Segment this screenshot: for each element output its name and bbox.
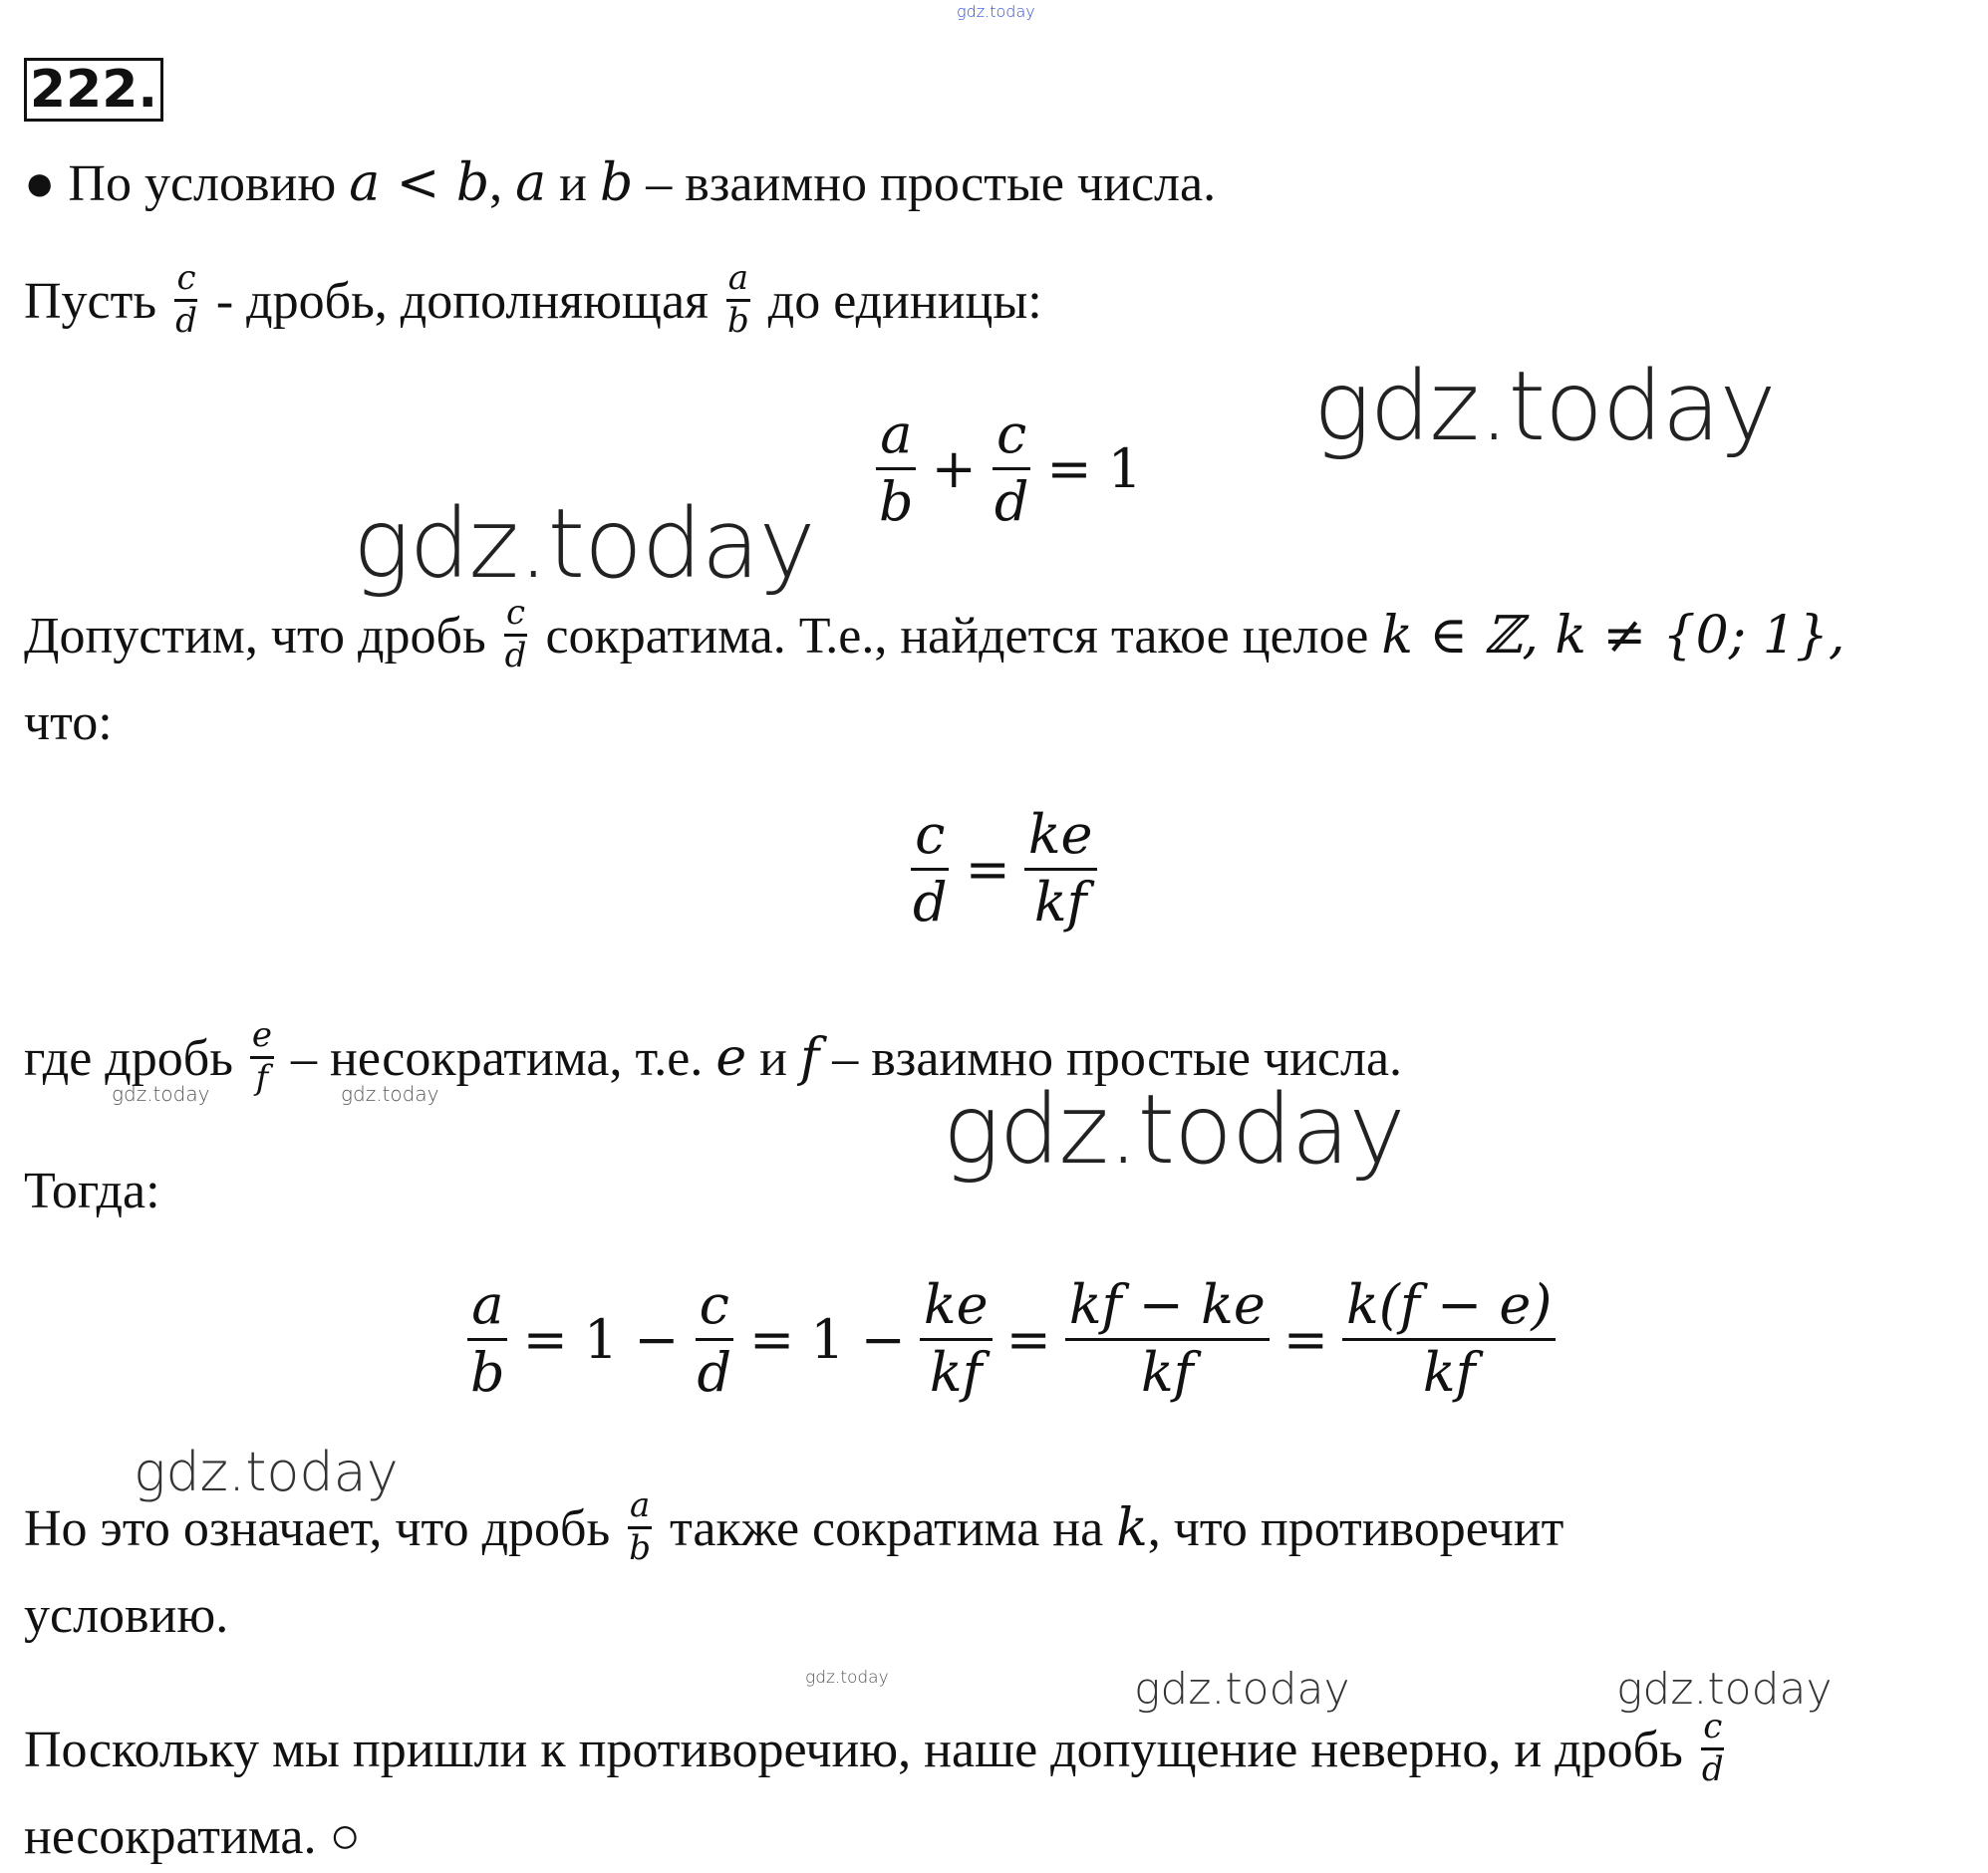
numerator: a — [876, 406, 916, 470]
text: до единицы: — [754, 273, 1042, 331]
text: и — [746, 1030, 800, 1088]
denominator: d — [994, 469, 1029, 533]
equals-sign: = — [749, 1307, 795, 1371]
fraction-e-f — [250, 1015, 274, 1098]
fraction-c-d — [173, 258, 199, 341]
fraction-a-b — [875, 402, 918, 533]
fraction-c-d — [991, 402, 1033, 533]
denominator: d — [697, 1340, 732, 1404]
but-line — [24, 1485, 1564, 1572]
plus-sign: + — [931, 436, 977, 500]
fraction-a-b — [627, 1485, 653, 1568]
minus-sign: − — [860, 1307, 906, 1371]
text: , что противоречит — [1147, 1500, 1564, 1558]
text: – взаимно простые числа. — [819, 1030, 1403, 1088]
numerator: c — [504, 596, 527, 637]
math-a-lt-b: a < b — [349, 153, 490, 213]
text: , — [489, 155, 516, 212]
watermark-small: gdz.today — [805, 1668, 889, 1688]
fraction-a-b — [466, 1273, 509, 1404]
equals-sign: = — [1046, 436, 1092, 500]
denominator: kf — [929, 1340, 983, 1404]
numerator: a — [467, 1277, 507, 1341]
denominator: b — [726, 300, 749, 341]
denominator: b — [879, 469, 914, 533]
equals-sign: = — [522, 1307, 568, 1371]
one: 1 — [583, 1307, 619, 1371]
equals-sign: = — [1005, 1307, 1051, 1371]
denominator: kf — [1422, 1340, 1476, 1404]
watermark-big: gdz.today — [1313, 351, 1776, 462]
equals-sign: = — [965, 837, 1010, 901]
fraction-k-f-e-kf — [1342, 1273, 1556, 1404]
math-k-condition: k ∈ ℤ, k ≠ {0; 1}, — [1381, 606, 1846, 667]
math-b: b — [600, 153, 634, 213]
conclusion-line — [24, 1707, 1730, 1793]
then-line: Тогда: — [24, 1163, 160, 1219]
math-e: e — [715, 1028, 747, 1089]
fraction-c-d — [909, 803, 952, 934]
numerator: e — [250, 1018, 274, 1059]
numerator: c — [993, 406, 1030, 470]
text: - дробь, дополняющая — [202, 273, 721, 331]
fraction-kf-ke-kf — [1065, 1273, 1270, 1404]
bullet: ● — [24, 155, 56, 212]
equation-c-d-ke-kf — [903, 803, 1103, 934]
text: Пусть — [24, 273, 170, 331]
denominator: kf — [1140, 1340, 1194, 1404]
numerator: ke — [1024, 807, 1097, 871]
watermark-small: gdz.today — [112, 1082, 210, 1106]
text: Поскольку мы пришли к противоречию, наше допущение неверно, и дробь — [24, 1722, 1696, 1779]
text: Но это означает, что дробь — [24, 1500, 624, 1558]
numerator: c — [174, 261, 197, 302]
assume-line — [24, 593, 1846, 679]
conclusion-line-cont: несократима. ○ — [24, 1808, 361, 1865]
one: 1 — [810, 1307, 845, 1371]
text: Допустим, что дробь — [24, 608, 499, 666]
watermark-big: gdz.today — [943, 1074, 1405, 1186]
watermark-medium: gdz.today — [1616, 1664, 1833, 1715]
denominator: d — [913, 870, 948, 934]
watermark-top: gdz.today — [957, 2, 1035, 21]
text: – взаимно простые числа. — [633, 155, 1217, 212]
equals-sign: = — [1282, 1307, 1329, 1371]
assume-line-cont: что: — [24, 694, 113, 751]
problem-number: 222. — [24, 58, 163, 122]
watermark-medium: gdz.today — [134, 1441, 399, 1503]
denominator: b — [470, 1340, 505, 1404]
denominator: kf — [1033, 870, 1087, 934]
numerator: c — [696, 1277, 733, 1341]
denominator: d — [175, 300, 197, 341]
math-k: k — [1116, 1498, 1148, 1559]
denominator: b — [629, 1527, 651, 1568]
text: сократима. Т.е., найдется такое целое — [532, 608, 1382, 666]
denominator: d — [1701, 1748, 1724, 1789]
condition-line — [24, 153, 1217, 213]
equation-sum — [869, 402, 1150, 533]
numerator: c — [1701, 1710, 1724, 1750]
let-line — [24, 258, 1042, 345]
fraction-a-b — [725, 258, 751, 341]
numerator: a — [628, 1488, 652, 1529]
fraction-c-d — [693, 1273, 735, 1404]
denominator: f — [255, 1057, 269, 1098]
text: также сократима на — [657, 1500, 1117, 1558]
equation-chain — [460, 1273, 1562, 1404]
fraction-c-d — [1700, 1707, 1726, 1789]
fraction-ke-kf — [1024, 803, 1097, 934]
watermark-big: gdz.today — [353, 488, 815, 600]
math-f: f — [800, 1028, 820, 1089]
denominator: d — [504, 635, 527, 675]
text: и — [546, 155, 600, 212]
math-a: a — [515, 153, 547, 213]
numerator: ke — [920, 1277, 993, 1341]
text: где дробь — [24, 1030, 246, 1088]
numerator: c — [911, 807, 949, 871]
text: По условию — [68, 155, 350, 212]
but-line-cont: условию. — [24, 1587, 229, 1644]
fraction-ke-kf — [920, 1273, 993, 1404]
numerator: k(f − e) — [1342, 1277, 1556, 1341]
numerator: kf − ke — [1065, 1277, 1270, 1341]
watermark-small: gdz.today — [341, 1082, 439, 1106]
numerator: a — [726, 261, 750, 302]
fraction-c-d — [503, 593, 529, 675]
watermark-medium: gdz.today — [1134, 1664, 1350, 1715]
minus-sign: − — [634, 1307, 680, 1371]
rhs-value: 1 — [1107, 436, 1143, 500]
text: – несократима, т.е. — [278, 1030, 716, 1088]
